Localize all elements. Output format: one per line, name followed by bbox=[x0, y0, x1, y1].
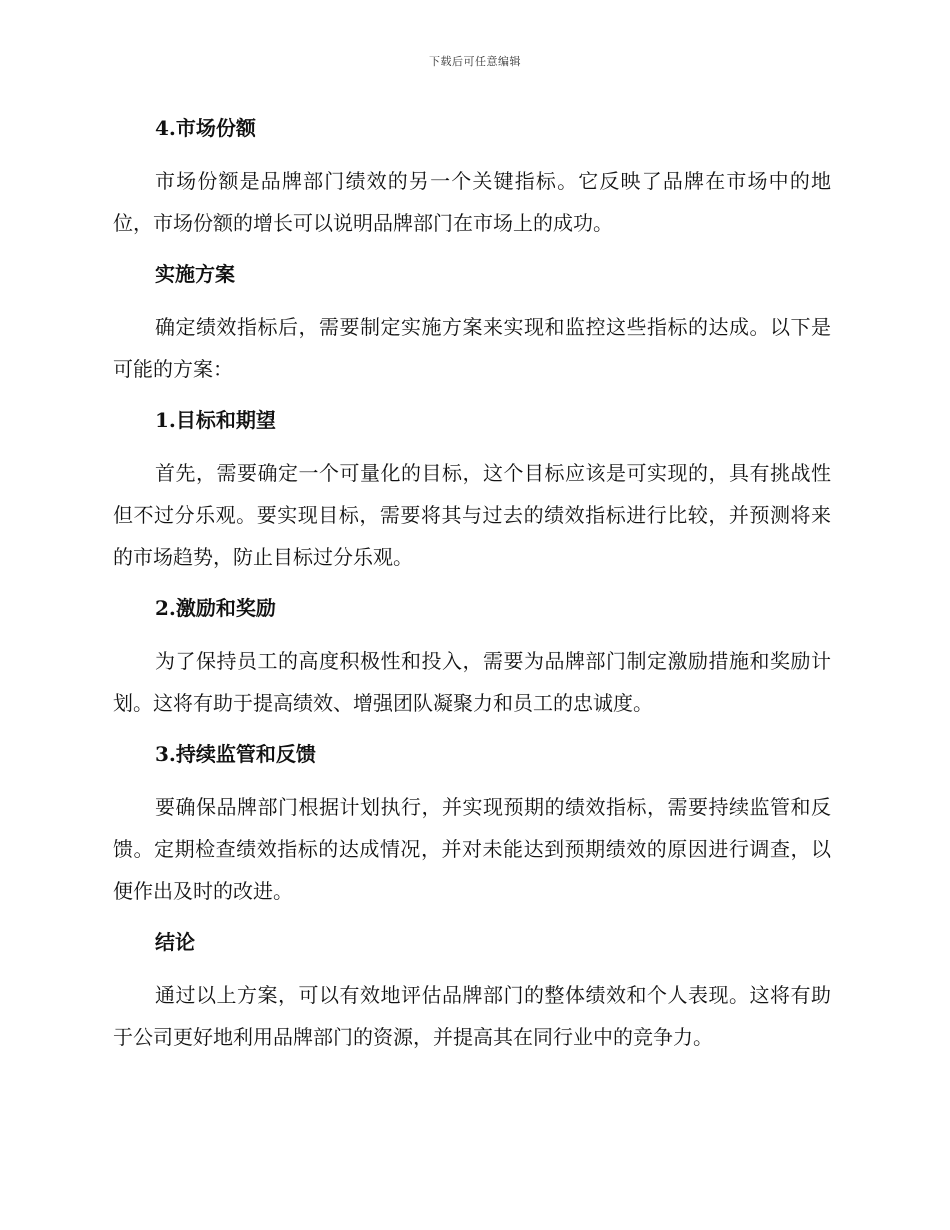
document-body bbox=[113, 108, 831, 1068]
page-header-note: 下载后可任意编辑 bbox=[429, 55, 521, 68]
paragraph-market-share: 市场份额是品牌部门绩效的另一个关键指标。它反映了品牌在市场中的地位，市场份额的增长可以说明品牌部门在市场上的成功。 bbox=[113, 169, 831, 235]
paragraph-incentives: 为了保持员工的高度积极性和投入，需要为品牌部门制定激励措施和奖励计划。这将有助于提高绩效、增强团队凝聚力和员工的忠诚度。 bbox=[113, 649, 831, 715]
paragraph-implementation: 确定绩效指标后，需要制定实施方案来实现和监控这些指标的达成。以下是可能的方案： bbox=[113, 315, 831, 381]
paragraph-conclusion: 通过以上方案，可以有效地评估品牌部门的整体绩效和个人表现。这将有助于公司更好地利用品牌部门的资源，并提高其在同行业中的竞争力。 bbox=[113, 983, 831, 1049]
section-heading-incentives: 2.激励和奖励 bbox=[155, 596, 276, 620]
section-heading-goals: 1.目标和期望 bbox=[155, 408, 276, 432]
section-heading-market-share: 4.市场份额 bbox=[155, 116, 256, 140]
section-heading-monitoring: 3.持续监管和反馈 bbox=[155, 742, 316, 766]
section-heading-conclusion: 结论 bbox=[155, 930, 195, 954]
paragraph-goals: 首先，需要确定一个可量化的目标，这个目标应该是可实现的，具有挑战性但不过分乐观。要实现目标，需要将其与过去的绩效指标进行比较，并预测将来的市场趋势，防止目标过分乐观。 bbox=[113, 461, 831, 569]
section-heading-implementation: 实施方案 bbox=[155, 262, 235, 286]
paragraph-monitoring: 要确保品牌部门根据计划执行，并实现预期的绩效指标，需要持续监管和反馈。定期检查绩效指标的达成情况，并对未能达到预期绩效的原因进行调查，以便作出及时的改进。 bbox=[113, 795, 831, 903]
